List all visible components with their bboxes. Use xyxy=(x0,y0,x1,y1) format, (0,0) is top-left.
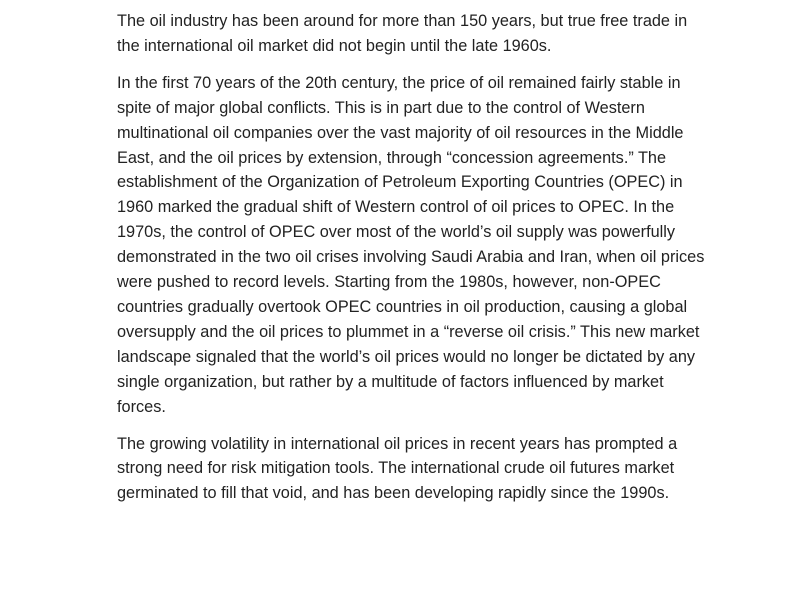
paragraph-intro: The oil industry has been around for more than 150 years, but true free trade in the international oil market did not begin until the late 1960s. xyxy=(117,12,688,55)
paragraph-history: In the first 70 years of the 20th century, the price of oil remained fairly stable in spite of major global conflicts. This is in part due to the control of Western multinational oil companies over the vast majority of oil resources in the Middle East, and the oil prices by extension, through “concession agreements.” The establishment of the Organization of Petroleum Exporting Countries (OPEC) in 1960 marked the gradual shift of Western control of oil prices to OPEC. In the 1970s, the control of OPEC over most of the world’s oil supply was powerfully demonstrated in the two oil crises involving Saudi Arabia and Iran, when oil prices were pushed to record levels. Starting from the 1980s, however, non-OPEC countries gradually overtook OPEC countries in oil production, causing a global oversupply and the oil prices to plummet in a “reverse oil crisis.” This new market landscape signaled that the world’s oil prices would no longer be dictated by any single organization, but rather by a multitude of factors influenced by market forces. xyxy=(117,73,705,416)
article-body xyxy=(117,9,709,518)
paragraph-futures-market: The growing volatility in international oil prices in recent years has prompted a strong need for risk mitigation tools. The international crude oil futures market germinated to fill that void, and has been developing rapidly since the 1990s. xyxy=(117,434,678,503)
